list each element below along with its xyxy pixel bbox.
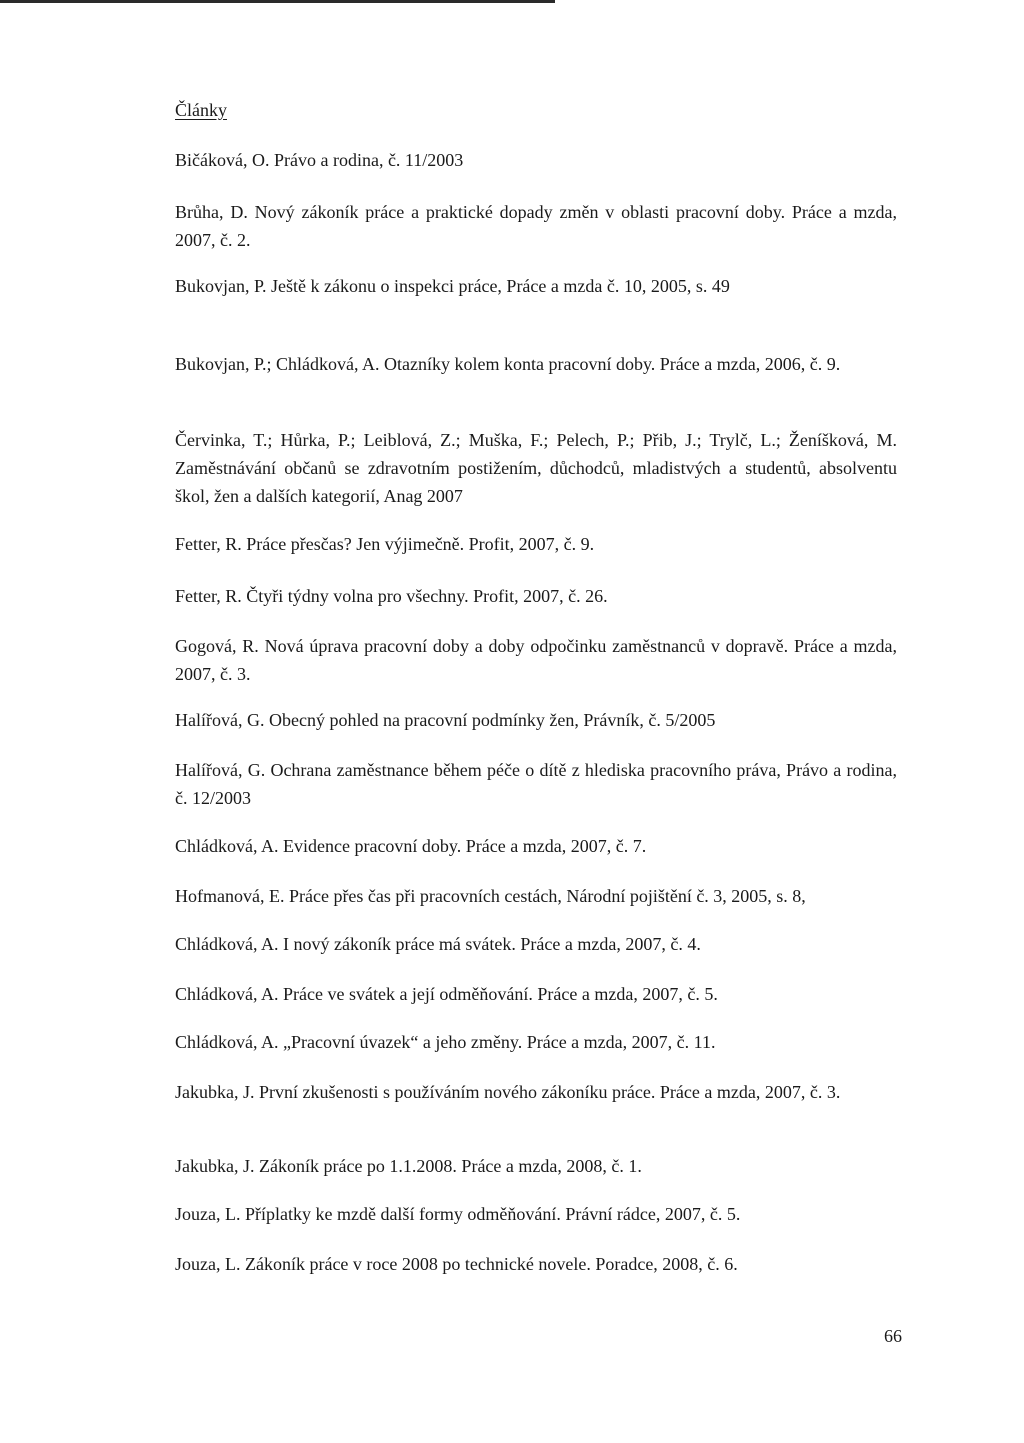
bibliography-entry: Chládková, A. „Pracovní úvazek“ a jeho změny. Práce a mzda, 2007, č. 11. — [175, 1032, 716, 1052]
section-heading: Články — [175, 100, 227, 120]
bibliography-entry: Jouza, L. Zákoník práce v roce 2008 po technické novele. Poradce, 2008, č. 6. — [175, 1254, 738, 1274]
bibliography-entry: Chládková, A. I nový zákoník práce má svátek. Práce a mzda, 2007, č. 4. — [175, 934, 701, 954]
bibliography-entry: Bičáková, O. Právo a rodina, č. 11/2003 — [175, 150, 464, 170]
bibliography-entry: Bukovjan, P.; Chládková, A. Otazníky kolem konta pracovní doby. Práce a mzda, 2006, č. 9. — [175, 354, 841, 374]
bibliography-entry: Jakubka, J. Zákoník práce po 1.1.2008. Práce a mzda, 2008, č. 1. — [175, 1156, 642, 1176]
bibliography-entry: Brůha, D. Nový zákoník práce a praktické dopady změn v oblasti pracovní doby. Práce a mzda, 2007, č. 2. — [175, 202, 897, 250]
bibliography-entry: Chládková, A. Práce ve svátek a její odměňování. Práce a mzda, 2007, č. 5. — [175, 984, 718, 1004]
bibliography-entry: Červinka, T.; Hůrka, P.; Leiblová, Z.; Muška, F.; Pelech, P.; Přib, J.; Trylč, L.; Ženíšková, M. Zaměstnávání občanů se zdravotním postižením, důchodců, mladistvých a studentů, absolventu škol, žen a dalších kategorií, Anag 2007 — [175, 430, 897, 506]
bibliography-entry: Hofmanová, E. Práce přes čas při pracovních cestách, Národní pojištění č. 3, 2005, s. 8, — [175, 886, 806, 906]
page-number: 66 — [884, 1326, 902, 1346]
bibliography-entry: Fetter, R. Čtyři týdny volna pro všechny. Profit, 2007, č. 26. — [175, 586, 608, 606]
bibliography-entry: Jakubka, J. První zkušenosti s používáním nového zákoníku práce. Práce a mzda, 2007, č. 3. — [175, 1082, 841, 1102]
bibliography-entry: Gogová, R. Nová úprava pracovní doby a doby odpočinku zaměstnanců v dopravě. Práce a mzda, 2007, č. 3. — [175, 636, 897, 684]
bibliography-entry: Halířová, G. Obecný pohled na pracovní podmínky žen, Právník, č. 5/2005 — [175, 710, 716, 730]
bibliography-entry: Bukovjan, P. Ještě k zákonu o inspekci práce, Práce a mzda č. 10, 2005, s. 49 — [175, 276, 730, 296]
bibliography-entry: Chládková, A. Evidence pracovní doby. Práce a mzda, 2007, č. 7. — [175, 836, 647, 856]
bibliography-entry: Halířová, G. Ochrana zaměstnance během péče o dítě z hlediska pracovního práva, Právo a rodina, č. 12/2003 — [175, 760, 897, 808]
bibliography-entry: Jouza, L. Příplatky ke mzdě další formy odměňování. Právní rádce, 2007, č. 5. — [175, 1204, 741, 1224]
bibliography-entry: Fetter, R. Práce přesčas? Jen výjimečně. Profit, 2007, č. 9. — [175, 534, 595, 554]
top-rule — [0, 0, 555, 3]
